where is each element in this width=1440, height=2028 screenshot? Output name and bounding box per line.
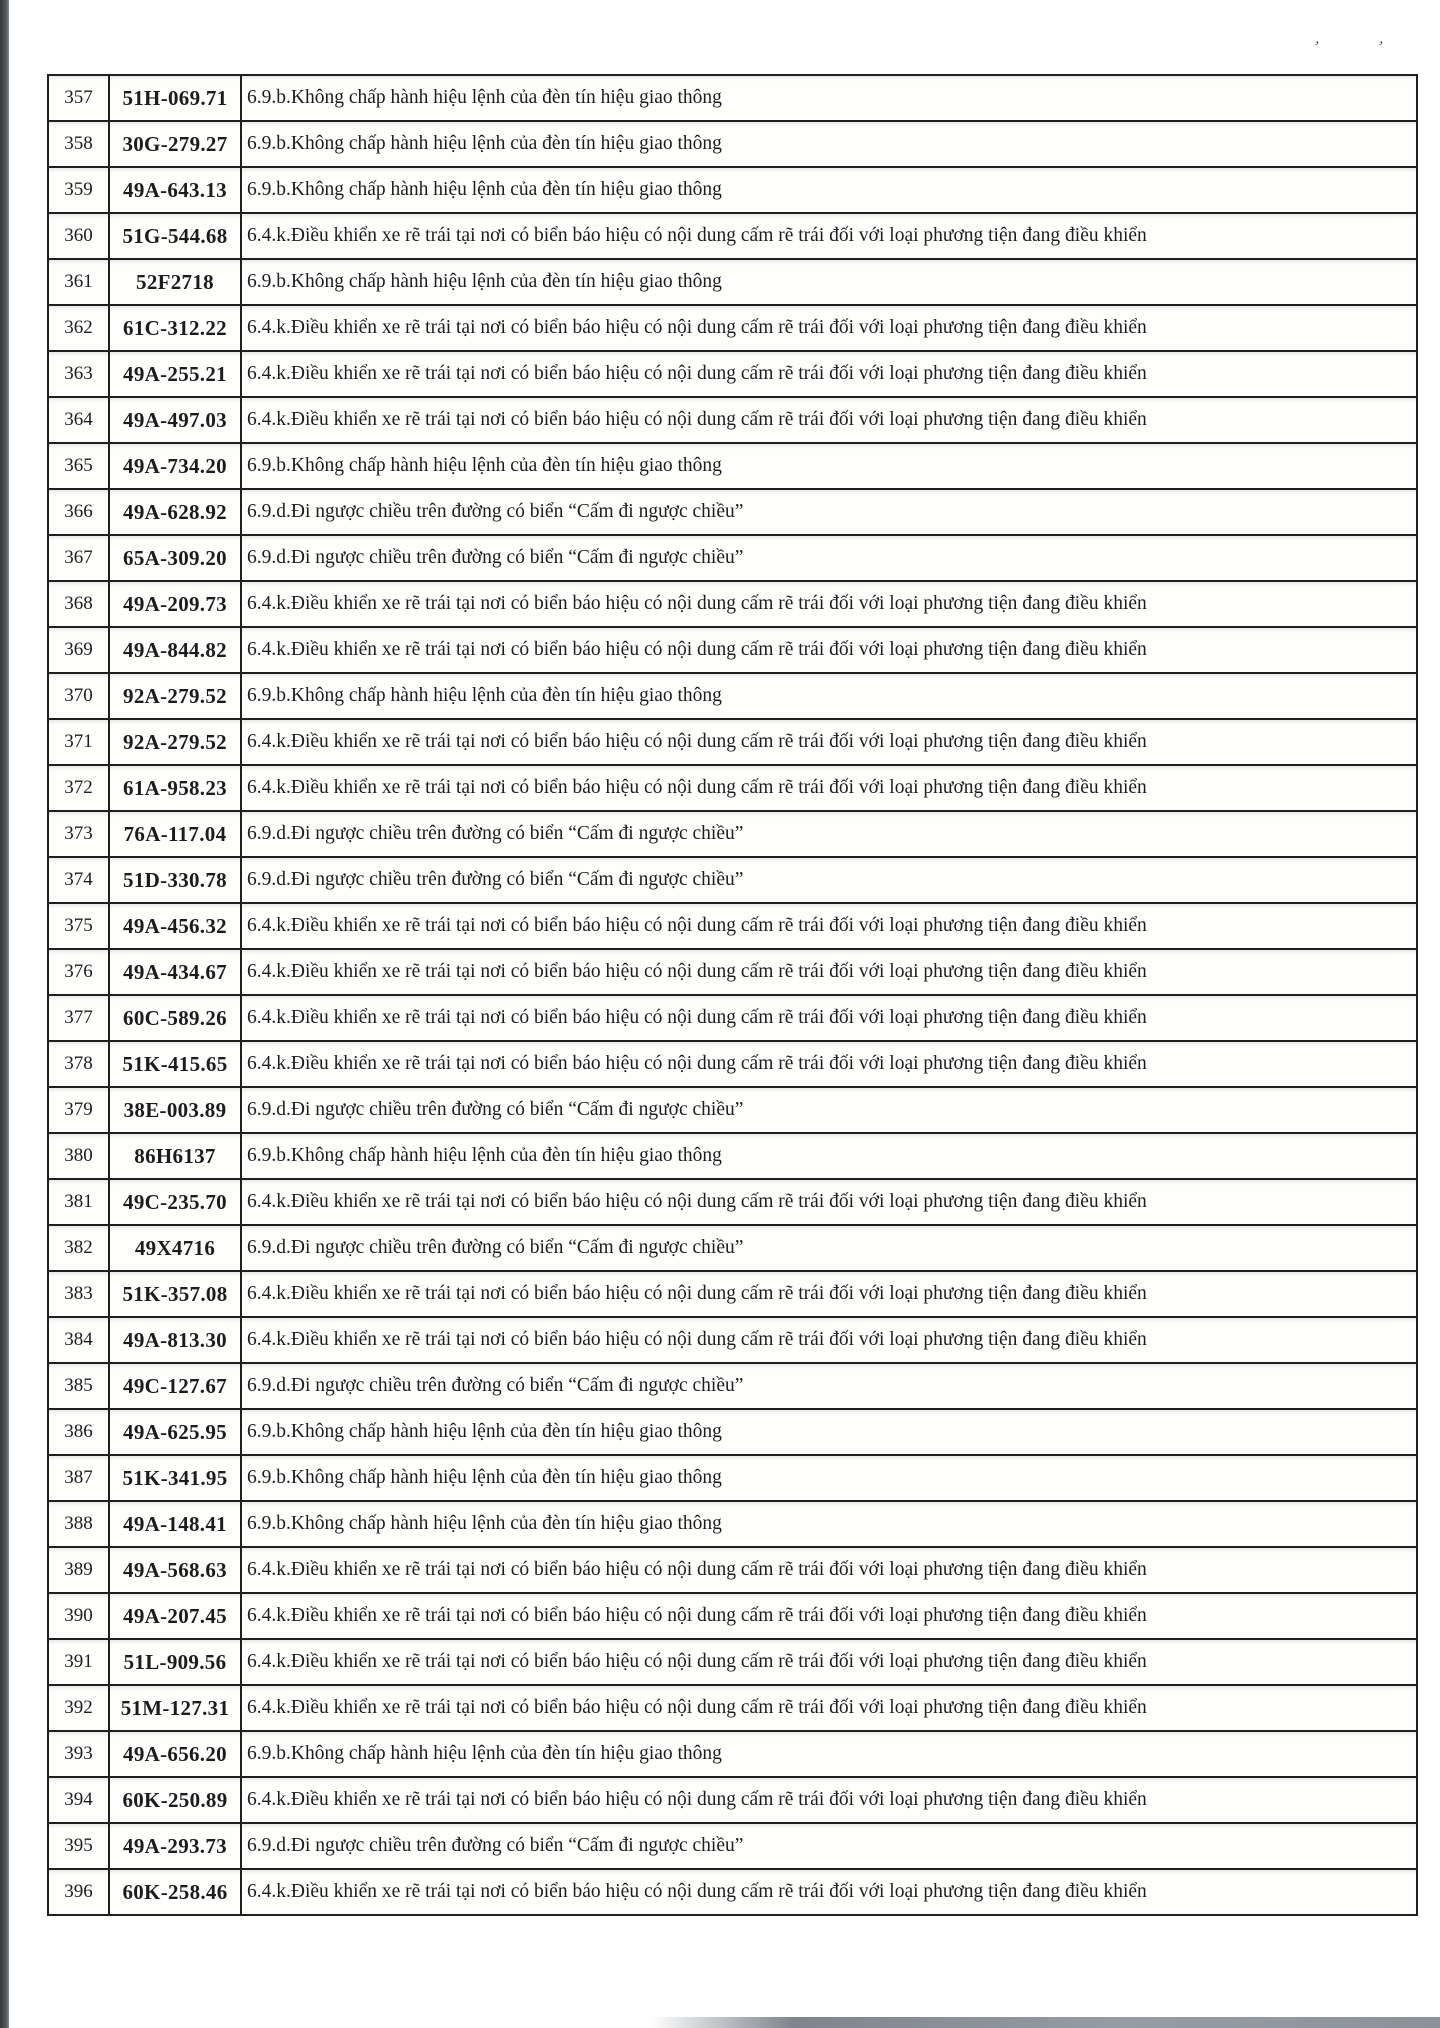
scan-bottom-edge-bar (650, 2017, 1440, 2028)
violation-description: 6.9.b.Không chấp hành hiệu lệnh của đèn tín hiệu giao thông (247, 455, 722, 476)
row-number: 367 (49, 536, 110, 580)
violation-description: 6.9.b.Không chấp hành hiệu lệnh của đèn tín hiệu giao thông (247, 1421, 722, 1442)
table-row (49, 120, 1416, 166)
row-number: 379 (49, 1088, 110, 1132)
row-number: 360 (49, 214, 110, 258)
violation-description: 6.4.k.Điều khiển xe rẽ trái tại nơi có biển báo hiệu có nội dung cấm rẽ trái đối với loại phương tiện đang điều khiển (247, 1007, 1147, 1028)
table-row (49, 672, 1416, 718)
table-row (49, 1868, 1416, 1914)
license-plate: 60K-250.89 (110, 1778, 242, 1822)
license-plate: 51K-357.08 (110, 1272, 242, 1316)
table-row (49, 1086, 1416, 1132)
violation-description: 6.4.k.Điều khiển xe rẽ trái tại nơi có biển báo hiệu có nội dung cấm rẽ trái đối với loại phương tiện đang điều khiển (247, 1605, 1147, 1626)
row-number: 395 (49, 1824, 110, 1868)
row-number: 358 (49, 122, 110, 166)
license-plate: 76A-117.04 (110, 812, 242, 856)
license-plate: 49A-255.21 (110, 352, 242, 396)
table-row (49, 856, 1416, 902)
table-row (49, 948, 1416, 994)
row-number: 385 (49, 1364, 110, 1408)
table-row (49, 1224, 1416, 1270)
row-number: 384 (49, 1318, 110, 1362)
license-plate: 49A-148.41 (110, 1502, 242, 1546)
row-number: 383 (49, 1272, 110, 1316)
row-number: 362 (49, 306, 110, 350)
violation-description: 6.4.k.Điều khiển xe rẽ trái tại nơi có biển báo hiệu có nội dung cấm rẽ trái đối với loại phương tiện đang điều khiển (247, 1191, 1147, 1212)
license-plate: 49A-456.32 (110, 904, 242, 948)
table-row (49, 1638, 1416, 1684)
license-plate: 49X4716 (110, 1226, 242, 1270)
table-row (49, 902, 1416, 948)
license-plate: 92A-279.52 (110, 674, 242, 718)
violation-description: 6.4.k.Điều khiển xe rẽ trái tại nơi có biển báo hiệu có nội dung cấm rẽ trái đối với loại phương tiện đang điều khiển (247, 1283, 1147, 1304)
license-plate: 49A-844.82 (110, 628, 242, 672)
license-plate: 38E-003.89 (110, 1088, 242, 1132)
table-row (49, 350, 1416, 396)
violation-description: 6.9.b.Không chấp hành hiệu lệnh của đèn tín hiệu giao thông (247, 271, 722, 292)
license-plate: 49A-293.73 (110, 1824, 242, 1868)
row-number: 363 (49, 352, 110, 396)
violation-description: 6.9.b.Không chấp hành hiệu lệnh của đèn tín hiệu giao thông (247, 133, 722, 154)
violations-table (47, 74, 1418, 1916)
violation-description: 6.4.k.Điều khiển xe rẽ trái tại nơi có biển báo hiệu có nội dung cấm rẽ trái đối với loại phương tiện đang điều khiển (247, 593, 1147, 614)
violation-description: 6.4.k.Điều khiển xe rẽ trái tại nơi có biển báo hiệu có nội dung cấm rẽ trái đối với loại phương tiện đang điều khiển (247, 1697, 1147, 1718)
row-number: 357 (49, 76, 110, 120)
license-plate: 92A-279.52 (110, 720, 242, 764)
row-number: 366 (49, 490, 110, 534)
row-number: 391 (49, 1640, 110, 1684)
violations-table-body (49, 76, 1416, 1914)
table-row (49, 76, 1416, 120)
license-plate: 49C-235.70 (110, 1180, 242, 1224)
ink-speck: , (1314, 29, 1322, 48)
table-row (49, 442, 1416, 488)
violation-description: 6.4.k.Điều khiển xe rẽ trái tại nơi có biển báo hiệu có nội dung cấm rẽ trái đối với loại phương tiện đang điều khiển (247, 225, 1147, 246)
row-number: 394 (49, 1778, 110, 1822)
ink-speck: , (1378, 29, 1386, 48)
table-row (49, 580, 1416, 626)
license-plate: 49A-434.67 (110, 950, 242, 994)
license-plate: 61C-312.22 (110, 306, 242, 350)
violation-description: 6.9.b.Không chấp hành hiệu lệnh của đèn tín hiệu giao thông (247, 179, 722, 200)
row-number: 372 (49, 766, 110, 810)
row-number: 365 (49, 444, 110, 488)
table-row (49, 1408, 1416, 1454)
table-row (49, 534, 1416, 580)
violation-description: 6.9.d.Đi ngược chiều trên đường có biển “Cấm đi ngược chiều” (247, 547, 744, 568)
violation-description: 6.9.d.Đi ngược chiều trên đường có biển “Cấm đi ngược chiều” (247, 501, 744, 522)
license-plate: 49A-497.03 (110, 398, 242, 442)
table-row (49, 1316, 1416, 1362)
violation-description: 6.4.k.Điều khiển xe rẽ trái tại nơi có biển báo hiệu có nội dung cấm rẽ trái đối với loại phương tiện đang điều khiển (247, 1329, 1147, 1350)
violation-description: 6.4.k.Điều khiển xe rẽ trái tại nơi có biển báo hiệu có nội dung cấm rẽ trái đối với loại phương tiện đang điều khiển (247, 915, 1147, 936)
row-number: 388 (49, 1502, 110, 1546)
table-row (49, 396, 1416, 442)
violation-description: 6.4.k.Điều khiển xe rẽ trái tại nơi có biển báo hiệu có nội dung cấm rẽ trái đối với loại phương tiện đang điều khiển (247, 961, 1147, 982)
table-row (49, 1546, 1416, 1592)
row-number: 369 (49, 628, 110, 672)
violation-description: 6.4.k.Điều khiển xe rẽ trái tại nơi có biển báo hiệu có nội dung cấm rẽ trái đối với loại phương tiện đang điều khiển (247, 1789, 1147, 1810)
violation-description: 6.4.k.Điều khiển xe rẽ trái tại nơi có biển báo hiệu có nội dung cấm rẽ trái đối với loại phương tiện đang điều khiển (247, 409, 1147, 430)
violation-description: 6.4.k.Điều khiển xe rẽ trái tại nơi có biển báo hiệu có nội dung cấm rẽ trái đối với loại phương tiện đang điều khiển (247, 639, 1147, 660)
table-row (49, 1132, 1416, 1178)
violation-description: 6.4.k.Điều khiển xe rẽ trái tại nơi có biển báo hiệu có nội dung cấm rẽ trái đối với loại phương tiện đang điều khiển (247, 1559, 1147, 1580)
license-plate: 30G-279.27 (110, 122, 242, 166)
row-number: 376 (49, 950, 110, 994)
row-number: 359 (49, 168, 110, 212)
violation-description: 6.9.b.Không chấp hành hiệu lệnh của đèn tín hiệu giao thông (247, 1145, 722, 1166)
violation-description: 6.9.b.Không chấp hành hiệu lệnh của đèn tín hiệu giao thông (247, 1743, 722, 1764)
license-plate: 86H6137 (110, 1134, 242, 1178)
license-plate: 49A-568.63 (110, 1548, 242, 1592)
violation-description: 6.4.k.Điều khiển xe rẽ trái tại nơi có biển báo hiệu có nội dung cấm rẽ trái đối với loại phương tiện đang điều khiển (247, 1881, 1147, 1902)
violation-description: 6.9.b.Không chấp hành hiệu lệnh của đèn tín hiệu giao thông (247, 1513, 722, 1534)
row-number: 368 (49, 582, 110, 626)
table-row (49, 1500, 1416, 1546)
table-row (49, 810, 1416, 856)
violation-description: 6.4.k.Điều khiển xe rẽ trái tại nơi có biển báo hiệu có nội dung cấm rẽ trái đối với loại phương tiện đang điều khiển (247, 363, 1147, 384)
violation-description: 6.9.d.Đi ngược chiều trên đường có biển “Cấm đi ngược chiều” (247, 869, 744, 890)
row-number: 381 (49, 1180, 110, 1224)
violation-description: 6.9.b.Không chấp hành hiệu lệnh của đèn tín hiệu giao thông (247, 87, 722, 108)
license-plate: 49A-813.30 (110, 1318, 242, 1362)
row-number: 380 (49, 1134, 110, 1178)
license-plate: 51H-069.71 (110, 76, 242, 120)
table-row (49, 1730, 1416, 1776)
table-row (49, 1822, 1416, 1868)
table-row (49, 994, 1416, 1040)
license-plate: 51G-544.68 (110, 214, 242, 258)
license-plate: 49A-625.95 (110, 1410, 242, 1454)
row-number: 392 (49, 1686, 110, 1730)
row-number: 389 (49, 1548, 110, 1592)
table-row (49, 304, 1416, 350)
license-plate: 60K-258.46 (110, 1870, 242, 1914)
table-row (49, 258, 1416, 304)
table-row (49, 166, 1416, 212)
table-row (49, 1592, 1416, 1638)
row-number: 371 (49, 720, 110, 764)
table-row (49, 626, 1416, 672)
license-plate: 49A-628.92 (110, 490, 242, 534)
violation-description: 6.4.k.Điều khiển xe rẽ trái tại nơi có biển báo hiệu có nội dung cấm rẽ trái đối với loại phương tiện đang điều khiển (247, 1053, 1147, 1074)
table-row (49, 1776, 1416, 1822)
table-row (49, 488, 1416, 534)
license-plate: 51M-127.31 (110, 1686, 242, 1730)
row-number: 382 (49, 1226, 110, 1270)
license-plate: 60C-589.26 (110, 996, 242, 1040)
table-row (49, 212, 1416, 258)
license-plate: 49C-127.67 (110, 1364, 242, 1408)
violation-description: 6.9.d.Đi ngược chiều trên đường có biển “Cấm đi ngược chiều” (247, 1099, 744, 1120)
violation-description: 6.9.d.Đi ngược chiều trên đường có biển “Cấm đi ngược chiều” (247, 823, 744, 844)
table-row (49, 1178, 1416, 1224)
license-plate: 51K-341.95 (110, 1456, 242, 1500)
license-plate: 51L-909.56 (110, 1640, 242, 1684)
license-plate: 52F2718 (110, 260, 242, 304)
violation-description: 6.4.k.Điều khiển xe rẽ trái tại nơi có biển báo hiệu có nội dung cấm rẽ trái đối với loại phương tiện đang điều khiển (247, 1651, 1147, 1672)
scan-left-edge-bar (0, 0, 9, 2028)
row-number: 386 (49, 1410, 110, 1454)
license-plate: 49A-643.13 (110, 168, 242, 212)
license-plate: 51K-415.65 (110, 1042, 242, 1086)
row-number: 393 (49, 1732, 110, 1776)
table-row (49, 1454, 1416, 1500)
license-plate: 49A-656.20 (110, 1732, 242, 1776)
violation-description: 6.9.b.Không chấp hành hiệu lệnh của đèn tín hiệu giao thông (247, 1467, 722, 1488)
table-row (49, 1040, 1416, 1086)
row-number: 361 (49, 260, 110, 304)
license-plate: 61A-958.23 (110, 766, 242, 810)
row-number: 364 (49, 398, 110, 442)
table-row (49, 1684, 1416, 1730)
violation-description: 6.9.d.Đi ngược chiều trên đường có biển “Cấm đi ngược chiều” (247, 1237, 744, 1258)
table-row (49, 764, 1416, 810)
license-plate: 49A-207.45 (110, 1594, 242, 1638)
row-number: 396 (49, 1870, 110, 1914)
license-plate: 51D-330.78 (110, 858, 242, 902)
violation-description: 6.9.d.Đi ngược chiều trên đường có biển “Cấm đi ngược chiều” (247, 1375, 744, 1396)
row-number: 378 (49, 1042, 110, 1086)
violation-description: 6.9.d.Đi ngược chiều trên đường có biển “Cấm đi ngược chiều” (247, 1835, 744, 1856)
row-number: 373 (49, 812, 110, 856)
violation-description: 6.9.b.Không chấp hành hiệu lệnh của đèn tín hiệu giao thông (247, 685, 722, 706)
row-number: 374 (49, 858, 110, 902)
row-number: 387 (49, 1456, 110, 1500)
row-number: 370 (49, 674, 110, 718)
row-number: 390 (49, 1594, 110, 1638)
violation-description: 6.4.k.Điều khiển xe rẽ trái tại nơi có biển báo hiệu có nội dung cấm rẽ trái đối với loại phương tiện đang điều khiển (247, 731, 1147, 752)
license-plate: 49A-209.73 (110, 582, 242, 626)
table-row (49, 1362, 1416, 1408)
row-number: 375 (49, 904, 110, 948)
table-row (49, 1270, 1416, 1316)
license-plate: 49A-734.20 (110, 444, 242, 488)
violation-description: 6.4.k.Điều khiển xe rẽ trái tại nơi có biển báo hiệu có nội dung cấm rẽ trái đối với loại phương tiện đang điều khiển (247, 777, 1147, 798)
row-number: 377 (49, 996, 110, 1040)
table-row (49, 718, 1416, 764)
license-plate: 65A-309.20 (110, 536, 242, 580)
violation-description: 6.4.k.Điều khiển xe rẽ trái tại nơi có biển báo hiệu có nội dung cấm rẽ trái đối với loại phương tiện đang điều khiển (247, 317, 1147, 338)
